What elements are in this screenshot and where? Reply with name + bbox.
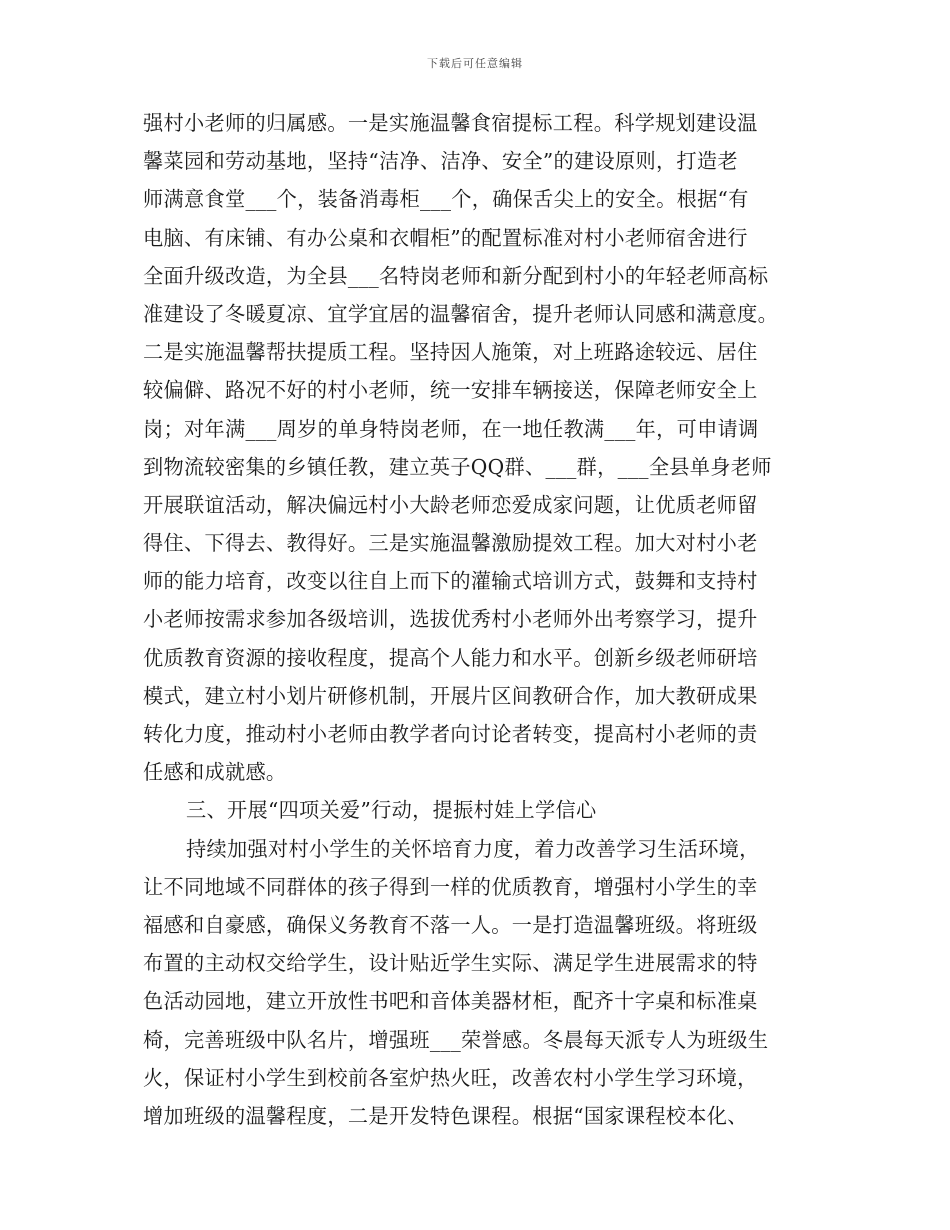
text-line: 优质教育资源的接收程度，提高个人能力和水平。创新乡级老师研培 — [143, 645, 758, 670]
text-line: 师满意食堂___个，装备消毒柜___个，确保舌尖上的安全。根据“有 — [143, 187, 749, 212]
text-line: 增加班级的温馨程度，二是开发特色课程。根据“国家课程校本化、 — [143, 1103, 748, 1128]
text-line: 三、开展“四项关爱”行动，提振村娃上学信心 — [186, 798, 597, 823]
text-line: 持续加强对村小学生的关怀培育力度，着力改善学习生活环境， — [186, 836, 760, 861]
text-line: 准建设了冬暖夏凉、宜学宜居的温馨宿舍，提升老师认同感和满意度。 — [143, 301, 779, 326]
text-line: 强村小老师的归属感。一是实施温馨食宿提标工程。科学规划建设温 — [143, 111, 758, 135]
text-line: 布置的主动权交给学生，设计贴近学生实际、满足学生进展需求的特 — [143, 951, 758, 976]
page-header: 下载后可任意编辑 — [427, 57, 523, 70]
text-line: 让不同地域不同群体的孩子得到一样的优质教育，增强村小学生的幸 — [143, 874, 758, 899]
text-line: 较偏僻、路况不好的村小老师，统一安排车辆接送，保障老师安全上 — [143, 378, 758, 403]
text-line: 色活动园地，建立开放性书吧和音体美器材柜，配齐十字桌和标准桌 — [143, 989, 758, 1014]
text-line: 火，保证村小学生到校前各室炉热火旺，改善农村小学生学习环境， — [143, 1065, 758, 1090]
text-line: 小老师按需求参加各级培训，选拔优秀村小老师外出考察学习，提升 — [143, 607, 758, 632]
text-line: 开展联谊活动，解决偏远村小大龄老师恋爱成家问题，让优质老师留 — [143, 492, 758, 517]
text-line: 师的能力培育，改变以往自上而下的灌输式培训方式，鼓舞和支持村 — [143, 569, 758, 594]
text-line: 得住、下得去、教得好。三是实施温馨激励提效工程。加大对村小老 — [143, 531, 758, 556]
text-line: 模式，建立村小划片研修机制，开展片区间教研合作，加大教研成果 — [143, 683, 758, 708]
document-body — [143, 104, 807, 1135]
text-line: 福感和自豪感，确保义务教育不落一人。一是打造温馨班级。将班级 — [143, 912, 758, 937]
text-line: 全面升级改造，为全县___名特岗老师和新分配到村小的年轻老师高标 — [143, 263, 769, 288]
text-line: 任感和成就感。 — [143, 760, 287, 785]
text-line: 到物流较密集的乡镇任教，建立英子QQ群、___群，___全县单身老师 — [143, 454, 772, 479]
text-line: 转化力度，推动村小老师由教学者向讨论者转变，提高村小老师的责 — [143, 722, 758, 746]
text-line: 岗；对年满___周岁的单身特岗老师，在一地任教满___年，可申请调 — [143, 416, 759, 441]
text-line: 椅，完善班级中队名片，增强班___荣誉感。冬晨每天派专人为班级生 — [143, 1027, 769, 1052]
text-line: 二是实施温馨帮扶提质工程。坚持因人施策，对上班路途较远、居住 — [143, 340, 758, 365]
text-line: 馨菜园和劳动基地，坚持“洁净、洁净、安全”的建设原则，打造老 — [143, 149, 738, 174]
text-line: 电脑、有床铺、有办公桌和衣帽柜”的配置标准对村小老师宿舍进行 — [143, 225, 748, 250]
